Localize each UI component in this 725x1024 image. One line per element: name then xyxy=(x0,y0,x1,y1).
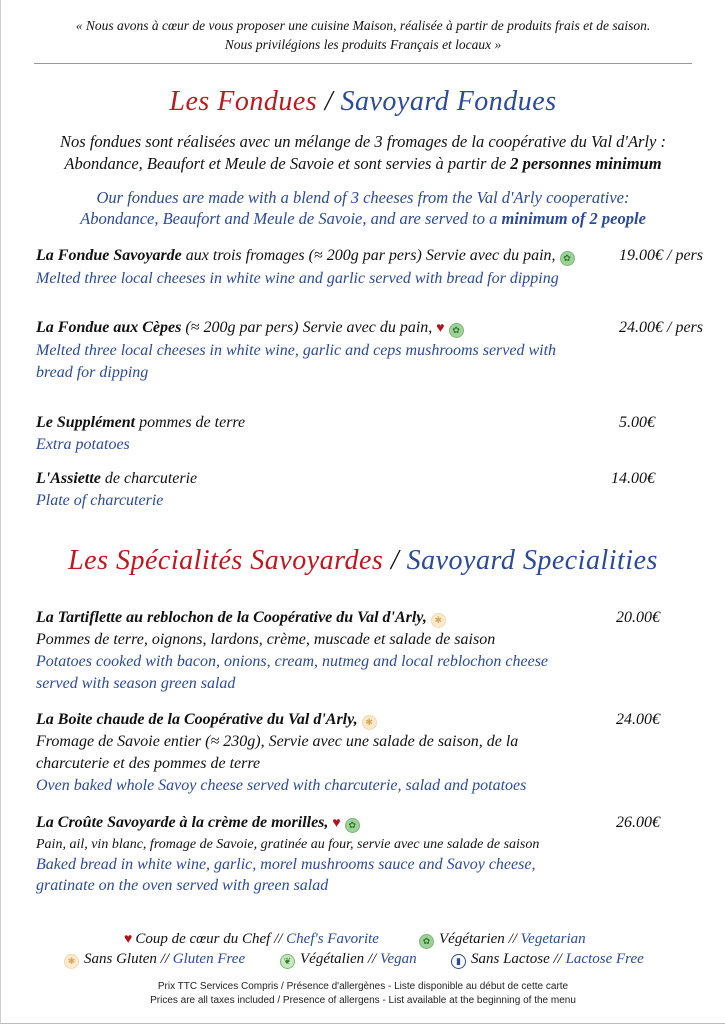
title-sep: / xyxy=(317,86,341,117)
item-price: 24.00€ xyxy=(616,711,660,728)
item-name: La Croûte Savoyarde à la crème de morilles, xyxy=(36,814,329,831)
item-name: L'Assiette xyxy=(36,470,101,487)
legend-vegan xyxy=(280,951,417,969)
item-en: Potatoes cooked with bacon, onions, cream, nutmeg and local reblochon cheese xyxy=(36,653,549,670)
gluten-free-icon: ✱ xyxy=(64,954,79,969)
item-en: Extra potatoes xyxy=(36,436,130,453)
item-name: La Fondue Savoyarde xyxy=(36,247,182,264)
heart-icon: ♥ xyxy=(436,321,445,336)
item-en: Melted three local cheeses in white wine and garlic served with bread for dipping xyxy=(36,270,559,287)
title-fr: Les Fondues xyxy=(169,86,318,117)
vegan-icon: ❦ xyxy=(280,954,295,969)
title-en: Savoyard Specialities xyxy=(406,545,658,576)
header-line-2: Nous privilégions les produits Français et locaux » xyxy=(224,37,502,52)
section-title-fondues xyxy=(1,86,725,118)
item-en-2: served with season green salad xyxy=(36,675,236,692)
intro-fr-1: Nos fondues sont réalisées avec un mélange de 3 fromages de la coopérative du Val d'Arly : xyxy=(60,132,666,151)
item-fr: Pain, ail, vin blanc, fromage de Savoie, gratinée au four, servie avec une salade de saison xyxy=(36,837,540,852)
intro-en-2a: Abondance, Beaufort and Meule de Savoie, and are served to a xyxy=(80,209,502,228)
item-desc: pommes de terre xyxy=(135,414,246,431)
legend-fr: Végétarien xyxy=(439,931,505,947)
item-fr-2: charcuterie et des pommes de terre xyxy=(36,755,261,772)
section-title-specialites xyxy=(1,545,725,577)
legend-sep: // xyxy=(156,951,173,967)
header-divider xyxy=(34,63,692,64)
gluten-free-icon: ✱ xyxy=(362,715,377,730)
item-fr: Pommes de terre, oignons, lardons, crème, muscade et salade de saison xyxy=(36,631,496,648)
item-name: La Fondue aux Cèpes xyxy=(36,319,182,336)
vegetarian-icon: ✿ xyxy=(345,818,360,833)
menu-item-croute xyxy=(36,814,360,833)
legend-sep: // xyxy=(364,951,380,967)
menu-item-supplement xyxy=(36,414,245,432)
header-line-1: « Nous avons à cœur de vous proposer une cuisine Maison, réalisée à partir de produits frais et de saison. xyxy=(75,18,651,33)
menu-item-fondue-savoyarde xyxy=(36,247,575,266)
legend-vegetarian xyxy=(419,931,586,949)
item-name: La Boite chaude de la Coopérative du Val d'Arly, xyxy=(36,711,358,728)
legend-en: Gluten Free xyxy=(172,951,246,967)
item-desc: (≈ 200g par pers) Servie avec du pain, xyxy=(181,319,433,336)
item-price: 24.00€ / pers xyxy=(619,319,703,336)
legend-chef-favorite xyxy=(124,931,379,948)
legend-en: Chef's Favorite xyxy=(286,931,379,947)
item-en: Baked bread in white wine, garlic, morel mushrooms sauce and Savoy cheese, xyxy=(36,856,536,873)
legend-gluten-free xyxy=(64,951,245,969)
item-en: Oven baked whole Savoy cheese served with charcuterie, salad and potatoes xyxy=(36,777,527,794)
item-en: Plate of charcuterie xyxy=(36,492,164,509)
item-price: 14.00€ xyxy=(611,470,655,487)
item-en-2: gratinate on the oven served with green salad xyxy=(36,877,329,894)
item-name: Le Supplément xyxy=(36,414,136,431)
heart-icon: ♥ xyxy=(332,816,341,831)
menu-item-fondue-cepes xyxy=(36,319,464,338)
vegetarian-icon: ✿ xyxy=(449,323,464,338)
title-sep: / xyxy=(383,545,407,576)
intro-fr-2b: 2 personnes minimum xyxy=(510,154,662,173)
footer-line-1: Prix TTC Services Compris / Présence d'allergènes - Liste disponible au début de cette carte xyxy=(157,981,569,992)
legend-fr: Sans Gluten xyxy=(84,951,157,967)
item-en-2: bread for dipping xyxy=(36,364,149,381)
item-price: 19.00€ / pers xyxy=(619,247,703,264)
heart-icon: ♥ xyxy=(124,932,133,947)
item-en: Melted three local cheeses in white wine, garlic and ceps mushrooms served with xyxy=(36,342,557,359)
legend-sep: // xyxy=(549,951,566,967)
item-desc: de charcuterie xyxy=(100,470,198,487)
intro-fr-2 xyxy=(1,154,725,174)
legend-sep: // xyxy=(270,931,287,947)
menu-item-tartiflette xyxy=(36,609,446,628)
footer-line-2: Prices are all taxes included / Presence of allergens - List available at the beginning of the menu xyxy=(150,995,576,1006)
item-price: 26.00€ xyxy=(616,814,660,831)
legend-en: Vegetarian xyxy=(520,931,586,947)
vegetarian-icon: ✿ xyxy=(419,934,434,949)
title-fr: Les Spécialités Savoyardes xyxy=(68,545,384,576)
legend-fr: Végétalien xyxy=(300,951,365,967)
legend-lactose-free xyxy=(451,951,644,969)
legend-fr: Sans Lactose xyxy=(471,951,550,967)
vegetarian-icon: ✿ xyxy=(560,251,575,266)
item-fr: Fromage de Savoie entier (≈ 230g), Servie avec une salade de saison, de la xyxy=(36,733,519,750)
legend-en: Vegan xyxy=(379,951,417,967)
gluten-free-icon: ✱ xyxy=(431,613,446,628)
menu-item-assiette xyxy=(36,470,197,488)
legend-en: Lactose Free xyxy=(565,951,644,967)
item-name: La Tartiflette au reblochon de la Coopérative du Val d'Arly, xyxy=(36,609,427,626)
title-en: Savoyard Fondues xyxy=(340,86,557,117)
legend-fr: Coup de cœur du Chef xyxy=(135,931,271,947)
item-desc: aux trois fromages (≈ 200g par pers) Servie avec du pain, xyxy=(181,247,556,264)
intro-en-2 xyxy=(1,209,725,229)
legend-sep: // xyxy=(504,931,521,947)
item-price: 5.00€ xyxy=(619,414,655,431)
menu-item-boite-chaude xyxy=(36,711,377,730)
item-price: 20.00€ xyxy=(616,609,660,626)
intro-fr-2a: Abondance, Beaufort et Meule de Savoie et sont servies à partir de xyxy=(64,154,511,173)
intro-en-1: Our fondues are made with a blend of 3 cheeses from the Val d'Arly cooperative: xyxy=(96,188,630,207)
intro-en-2b: minimum of 2 people xyxy=(501,209,646,228)
lactose-free-icon: ▮ xyxy=(451,954,466,969)
